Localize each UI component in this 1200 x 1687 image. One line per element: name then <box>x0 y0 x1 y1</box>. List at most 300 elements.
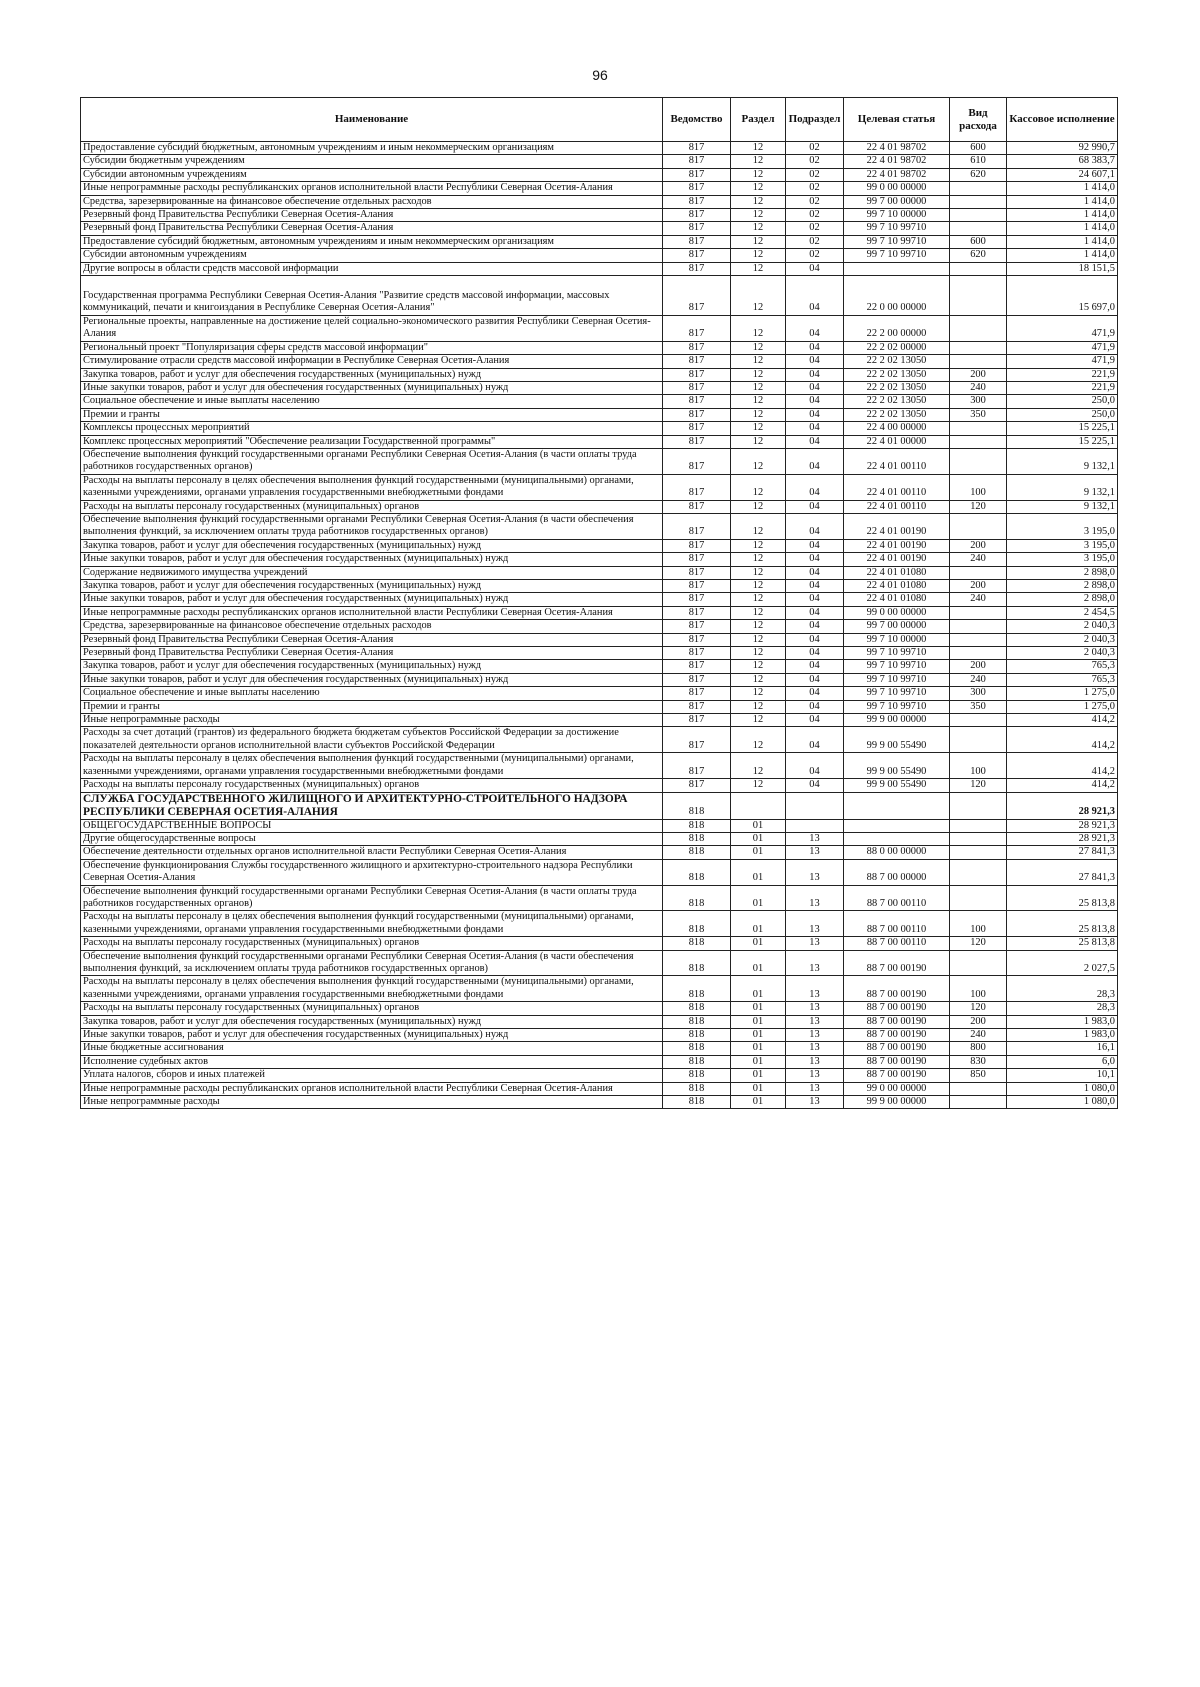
cell-section: 12 <box>731 687 786 700</box>
cell-target: 99 7 00 00000 <box>844 620 950 633</box>
cell-dept: 818 <box>663 1002 731 1015</box>
cell-section: 12 <box>731 395 786 408</box>
cell-cash: 414,2 <box>1007 714 1118 727</box>
cell-cash: 1 275,0 <box>1007 700 1118 713</box>
cell-subsection: 04 <box>786 435 844 448</box>
cell-name: Иные непрограммные расходы республиканских органов исполнительной власти Республики Северная Осетия-Алания <box>81 182 663 195</box>
cell-name: Закупка товаров, работ и услуг для обеспечения государственных (муниципальных) нужд <box>81 539 663 552</box>
cell-kind <box>950 435 1007 448</box>
cell-dept: 817 <box>663 249 731 262</box>
cell-cash: 25 813,8 <box>1007 937 1118 950</box>
cell-name: Предоставление субсидий бюджетным, автономным учреждениям и иным некоммерческим организациям <box>81 235 663 248</box>
cell-name: Социальное обеспечение и иные выплаты населению <box>81 395 663 408</box>
cell-name: Иные непрограммные расходы <box>81 714 663 727</box>
cell-kind: 100 <box>950 753 1007 779</box>
cell-section: 12 <box>731 222 786 235</box>
cell-target: 22 4 01 00190 <box>844 553 950 566</box>
table-row <box>81 276 1118 316</box>
cell-subsection: 04 <box>786 714 844 727</box>
cell-kind <box>950 222 1007 235</box>
cell-dept: 817 <box>663 355 731 368</box>
cell-dept: 817 <box>663 779 731 792</box>
cell-kind <box>950 859 1007 885</box>
cell-dept: 818 <box>663 859 731 885</box>
cell-subsection: 13 <box>786 846 844 859</box>
cell-cash: 27 841,3 <box>1007 859 1118 885</box>
table-row <box>81 435 1118 448</box>
cell-cash: 1 080,0 <box>1007 1082 1118 1095</box>
cell-dept: 817 <box>663 727 731 753</box>
cell-kind: 300 <box>950 687 1007 700</box>
cell-section: 12 <box>731 381 786 394</box>
cell-kind <box>950 606 1007 619</box>
cell-kind: 200 <box>950 1015 1007 1028</box>
cell-name: Расходы за счет дотаций (грантов) из федерального бюджета бюджетам субъектов Российской Федерации за достижение показателей деятельности органов исполнительной власти субъектов Российской Федерации <box>81 727 663 753</box>
cell-section: 12 <box>731 168 786 181</box>
cell-section: 12 <box>731 553 786 566</box>
table-row <box>81 606 1118 619</box>
cell-dept: 818 <box>663 950 731 976</box>
cell-cash: 250,0 <box>1007 408 1118 421</box>
table-row <box>81 539 1118 552</box>
cell-kind <box>950 950 1007 976</box>
cell-section: 01 <box>731 1002 786 1015</box>
cell-subsection: 04 <box>786 580 844 593</box>
cell-section: 01 <box>731 1042 786 1055</box>
cell-subsection: 04 <box>786 422 844 435</box>
cell-subsection: 13 <box>786 885 844 911</box>
table-row <box>81 832 1118 845</box>
cell-name: Другие вопросы в области средств массовой информации <box>81 262 663 275</box>
cell-name: Расходы на выплаты персоналу государственных (муниципальных) органов <box>81 779 663 792</box>
cell-kind <box>950 341 1007 354</box>
cell-name: Резервный фонд Правительства Республики Северная Осетия-Алания <box>81 647 663 660</box>
cell-kind <box>950 819 1007 832</box>
cell-cash: 28,3 <box>1007 976 1118 1002</box>
cell-section: 12 <box>731 341 786 354</box>
cell-section: 01 <box>731 1029 786 1042</box>
header-dept: Ведомство <box>663 98 731 142</box>
cell-target: 99 0 00 00000 <box>844 606 950 619</box>
cell-target: 99 7 10 99710 <box>844 222 950 235</box>
cell-target: 99 7 10 00000 <box>844 633 950 646</box>
cell-cash: 92 990,7 <box>1007 142 1118 155</box>
cell-cash: 1 414,0 <box>1007 182 1118 195</box>
cell-subsection: 13 <box>786 1055 844 1068</box>
cell-section: 12 <box>731 500 786 513</box>
cell-subsection: 04 <box>786 315 844 341</box>
table-row <box>81 976 1118 1002</box>
cell-cash: 2 027,5 <box>1007 950 1118 976</box>
cell-section: 12 <box>731 779 786 792</box>
page-number: 96 <box>592 67 608 83</box>
cell-kind: 850 <box>950 1069 1007 1082</box>
cell-subsection: 13 <box>786 1042 844 1055</box>
cell-target: 99 7 10 00000 <box>844 209 950 222</box>
cell-kind <box>950 1082 1007 1095</box>
cell-name: Государственная программа Республики Северная Осетия-Алания "Развитие средств массовой информации, массовых коммуникаций, печати и книгоиздания в Республике Северная Осетия-Алания" <box>81 276 663 316</box>
cell-name: ОБЩЕГОСУДАРСТВЕННЫЕ ВОПРОСЫ <box>81 819 663 832</box>
cell-name: Содержание недвижимого имущества учреждений <box>81 566 663 579</box>
cell-dept: 818 <box>663 1096 731 1109</box>
cell-target: 99 7 10 99710 <box>844 647 950 660</box>
table-row <box>81 155 1118 168</box>
cell-dept: 817 <box>663 660 731 673</box>
cell-subsection: 04 <box>786 276 844 316</box>
cell-dept: 818 <box>663 1015 731 1028</box>
cell-cash: 15 225,1 <box>1007 435 1118 448</box>
cell-name: Расходы на выплаты персоналу в целях обеспечения выполнения функций государственными (муниципальными) органами, казенными учреждениями, органами управления государственными внебюджетными фондами <box>81 911 663 937</box>
cell-subsection: 04 <box>786 753 844 779</box>
cell-subsection: 04 <box>786 474 844 500</box>
table-row <box>81 950 1118 976</box>
cell-cash: 3 195,0 <box>1007 513 1118 539</box>
cell-section <box>731 792 786 819</box>
cell-section: 12 <box>731 580 786 593</box>
cell-name: Стимулирование отрасли средств массовой информации в Республике Северная Осетия-Алания <box>81 355 663 368</box>
cell-dept: 817 <box>663 714 731 727</box>
cell-cash: 2 454,5 <box>1007 606 1118 619</box>
cell-name: Исполнение судебных актов <box>81 1055 663 1068</box>
cell-target: 99 9 00 55490 <box>844 753 950 779</box>
cell-name: Расходы на выплаты персоналу государственных (муниципальных) органов <box>81 500 663 513</box>
header-target: Целевая статья <box>844 98 950 142</box>
cell-subsection: 04 <box>786 539 844 552</box>
cell-section: 01 <box>731 950 786 976</box>
table-row <box>81 714 1118 727</box>
cell-target: 22 2 00 00000 <box>844 315 950 341</box>
cell-dept: 817 <box>663 687 731 700</box>
cell-target: 99 7 10 99710 <box>844 687 950 700</box>
cell-section: 12 <box>731 262 786 275</box>
cell-cash: 9 132,1 <box>1007 500 1118 513</box>
cell-cash: 10,1 <box>1007 1069 1118 1082</box>
cell-cash: 3 195,0 <box>1007 553 1118 566</box>
cell-name: СЛУЖБА ГОСУДАРСТВЕННОГО ЖИЛИЩНОГО И АРХИТЕКТУРНО-СТРОИТЕЛЬНОГО НАДЗОРА РЕСПУБЛИКИ СЕВЕРНАЯ ОСЕТИЯ-АЛАНИЯ <box>81 792 663 819</box>
header-name: Наименование <box>81 98 663 142</box>
cell-kind <box>950 276 1007 316</box>
cell-subsection <box>786 792 844 819</box>
cell-subsection: 13 <box>786 1029 844 1042</box>
cell-subsection: 04 <box>786 448 844 474</box>
table-row <box>81 408 1118 421</box>
cell-subsection: 04 <box>786 620 844 633</box>
cell-target: 22 2 02 13050 <box>844 355 950 368</box>
table-row <box>81 580 1118 593</box>
cell-section: 12 <box>731 474 786 500</box>
cell-dept: 817 <box>663 142 731 155</box>
cell-subsection: 02 <box>786 209 844 222</box>
cell-target: 88 7 00 00110 <box>844 911 950 937</box>
cell-name: Иные непрограммные расходы республиканских органов исполнительной власти Республики Северная Осетия-Алания <box>81 606 663 619</box>
cell-target: 22 4 00 00000 <box>844 422 950 435</box>
table-row <box>81 422 1118 435</box>
cell-kind <box>950 315 1007 341</box>
cell-cash: 25 813,8 <box>1007 885 1118 911</box>
cell-cash: 1 414,0 <box>1007 222 1118 235</box>
cell-cash: 471,9 <box>1007 355 1118 368</box>
cell-section: 12 <box>731 142 786 155</box>
cell-section: 12 <box>731 435 786 448</box>
cell-dept: 818 <box>663 885 731 911</box>
cell-cash: 1 275,0 <box>1007 687 1118 700</box>
table-row <box>81 168 1118 181</box>
cell-target: 22 2 02 13050 <box>844 368 950 381</box>
cell-name: Средства, зарезервированные на финансовое обеспечение отдельных расходов <box>81 620 663 633</box>
cell-section: 12 <box>731 276 786 316</box>
cell-cash: 25 813,8 <box>1007 911 1118 937</box>
cell-section: 01 <box>731 1069 786 1082</box>
cell-section: 12 <box>731 753 786 779</box>
table-row <box>81 448 1118 474</box>
cell-target: 99 9 00 55490 <box>844 779 950 792</box>
cell-name: Субсидии бюджетным учреждениям <box>81 155 663 168</box>
cell-target: 88 7 00 00000 <box>844 859 950 885</box>
cell-name: Закупка товаров, работ и услуг для обеспечения государственных (муниципальных) нужд <box>81 368 663 381</box>
cell-kind: 100 <box>950 976 1007 1002</box>
cell-target: 99 7 10 99710 <box>844 249 950 262</box>
table-row <box>81 500 1118 513</box>
cell-section: 12 <box>731 195 786 208</box>
cell-subsection: 13 <box>786 976 844 1002</box>
cell-dept: 817 <box>663 315 731 341</box>
cell-section: 12 <box>731 249 786 262</box>
table-row <box>81 195 1118 208</box>
cell-subsection: 13 <box>786 1096 844 1109</box>
cell-name: Иные закупки товаров, работ и услуг для обеспечения государственных (муниципальных) нужд <box>81 381 663 394</box>
cell-cash: 3 195,0 <box>1007 539 1118 552</box>
cell-name: Субсидии автономным учреждениям <box>81 249 663 262</box>
cell-cash: 16,1 <box>1007 1042 1118 1055</box>
cell-target: 88 7 00 00190 <box>844 1002 950 1015</box>
cell-dept: 817 <box>663 513 731 539</box>
cell-subsection: 04 <box>786 566 844 579</box>
cell-kind <box>950 727 1007 753</box>
cell-subsection: 04 <box>786 395 844 408</box>
cell-cash: 28,3 <box>1007 1002 1118 1015</box>
cell-subsection: 13 <box>786 911 844 937</box>
cell-dept: 817 <box>663 368 731 381</box>
cell-name: Расходы на выплаты персоналу в целях обеспечения выполнения функций государственными (муниципальными) органами, казенными учреждениями, органами управления государственными внебюджетными фондами <box>81 753 663 779</box>
cell-name: Иные закупки товаров, работ и услуг для обеспечения государственных (муниципальных) нужд <box>81 673 663 686</box>
cell-section: 01 <box>731 911 786 937</box>
cell-target: 99 7 00 00000 <box>844 195 950 208</box>
cell-cash: 2 898,0 <box>1007 566 1118 579</box>
cell-target: 88 0 00 00000 <box>844 846 950 859</box>
cell-kind <box>950 566 1007 579</box>
cell-subsection: 13 <box>786 859 844 885</box>
cell-section: 12 <box>731 422 786 435</box>
cell-kind: 350 <box>950 408 1007 421</box>
cell-cash: 2 040,3 <box>1007 647 1118 660</box>
table-row <box>81 885 1118 911</box>
cell-kind: 600 <box>950 235 1007 248</box>
cell-kind <box>950 846 1007 859</box>
cell-kind <box>950 448 1007 474</box>
table-row <box>81 474 1118 500</box>
cell-kind: 120 <box>950 1002 1007 1015</box>
cell-subsection: 04 <box>786 673 844 686</box>
cell-subsection: 02 <box>786 155 844 168</box>
cell-target: 22 4 01 00000 <box>844 435 950 448</box>
table-header-row <box>81 98 1118 142</box>
cell-kind: 120 <box>950 937 1007 950</box>
cell-cash: 1 414,0 <box>1007 195 1118 208</box>
cell-target <box>844 832 950 845</box>
cell-section: 12 <box>731 633 786 646</box>
cell-target: 99 0 00 00000 <box>844 1082 950 1095</box>
cell-kind <box>950 1096 1007 1109</box>
table-row <box>81 647 1118 660</box>
cell-section: 12 <box>731 620 786 633</box>
cell-dept: 817 <box>663 209 731 222</box>
cell-dept: 817 <box>663 262 731 275</box>
cell-dept: 817 <box>663 395 731 408</box>
cell-section: 12 <box>731 673 786 686</box>
cell-dept: 817 <box>663 435 731 448</box>
cell-kind <box>950 422 1007 435</box>
cell-dept: 817 <box>663 276 731 316</box>
cell-target <box>844 792 950 819</box>
cell-kind: 100 <box>950 474 1007 500</box>
table-row <box>81 381 1118 394</box>
cell-name: Обеспечение выполнения функций государственными органами Республики Северная Осетия-Алания (в части оплаты труда работников государственных органов) <box>81 885 663 911</box>
table-row <box>81 368 1118 381</box>
table-row <box>81 1029 1118 1042</box>
cell-target: 99 7 10 99710 <box>844 673 950 686</box>
header-cash: Кассовое исполнение <box>1007 98 1118 142</box>
cell-section: 12 <box>731 606 786 619</box>
cell-cash: 765,3 <box>1007 673 1118 686</box>
cell-kind <box>950 714 1007 727</box>
cell-target: 22 4 01 00110 <box>844 448 950 474</box>
cell-target: 22 2 02 13050 <box>844 381 950 394</box>
cell-cash: 1 080,0 <box>1007 1096 1118 1109</box>
cell-section: 01 <box>731 976 786 1002</box>
cell-section: 01 <box>731 885 786 911</box>
cell-dept: 818 <box>663 792 731 819</box>
cell-subsection: 13 <box>786 1069 844 1082</box>
cell-kind <box>950 885 1007 911</box>
cell-subsection: 04 <box>786 368 844 381</box>
cell-kind: 620 <box>950 168 1007 181</box>
table-row <box>81 142 1118 155</box>
cell-cash: 28 921,3 <box>1007 792 1118 819</box>
cell-name: Расходы на выплаты персоналу государственных (муниципальных) органов <box>81 937 663 950</box>
cell-dept: 817 <box>663 580 731 593</box>
cell-dept: 817 <box>663 620 731 633</box>
cell-dept: 818 <box>663 1029 731 1042</box>
cell-target: 88 7 00 00190 <box>844 1055 950 1068</box>
cell-cash: 765,3 <box>1007 660 1118 673</box>
table-row <box>81 660 1118 673</box>
cell-section: 12 <box>731 315 786 341</box>
cell-dept: 817 <box>663 539 731 552</box>
cell-subsection: 13 <box>786 937 844 950</box>
table-row <box>81 779 1118 792</box>
cell-target: 22 0 00 00000 <box>844 276 950 316</box>
cell-kind: 120 <box>950 779 1007 792</box>
cell-subsection: 02 <box>786 182 844 195</box>
table-row <box>81 235 1118 248</box>
cell-target: 88 7 00 00190 <box>844 1015 950 1028</box>
cell-name: Иные закупки товаров, работ и услуг для обеспечения государственных (муниципальных) нужд <box>81 593 663 606</box>
cell-target: 99 9 00 00000 <box>844 714 950 727</box>
cell-cash: 414,2 <box>1007 779 1118 792</box>
cell-target: 99 7 10 99710 <box>844 660 950 673</box>
cell-subsection: 04 <box>786 660 844 673</box>
cell-dept: 817 <box>663 155 731 168</box>
cell-kind: 200 <box>950 368 1007 381</box>
table-row <box>81 566 1118 579</box>
cell-subsection: 02 <box>786 249 844 262</box>
cell-target: 99 7 10 99710 <box>844 235 950 248</box>
cell-target: 99 7 10 99710 <box>844 700 950 713</box>
cell-subsection: 13 <box>786 950 844 976</box>
cell-dept: 817 <box>663 448 731 474</box>
cell-kind <box>950 262 1007 275</box>
cell-cash: 18 151,5 <box>1007 262 1118 275</box>
cell-section: 12 <box>731 700 786 713</box>
cell-section: 12 <box>731 660 786 673</box>
cell-kind: 240 <box>950 1029 1007 1042</box>
table-row <box>81 727 1118 753</box>
table-row <box>81 513 1118 539</box>
cell-kind <box>950 633 1007 646</box>
table-row <box>81 553 1118 566</box>
cell-kind: 350 <box>950 700 1007 713</box>
cell-cash: 15 225,1 <box>1007 422 1118 435</box>
cell-kind: 200 <box>950 539 1007 552</box>
cell-kind <box>950 647 1007 660</box>
cell-kind <box>950 209 1007 222</box>
cell-dept: 817 <box>663 341 731 354</box>
table-row <box>81 593 1118 606</box>
cell-kind <box>950 195 1007 208</box>
cell-target: 22 2 02 00000 <box>844 341 950 354</box>
cell-target: 88 7 00 00110 <box>844 885 950 911</box>
cell-name: Иные закупки товаров, работ и услуг для обеспечения государственных (муниципальных) нужд <box>81 553 663 566</box>
cell-kind: 240 <box>950 673 1007 686</box>
cell-kind: 830 <box>950 1055 1007 1068</box>
cell-name: Региональные проекты, направленные на достижение целей социально-экономического развития Республики Северная Осетия-Алания <box>81 315 663 341</box>
cell-subsection: 04 <box>786 381 844 394</box>
table-row <box>81 911 1118 937</box>
cell-name: Расходы на выплаты персоналу в целях обеспечения выполнения функций государственными (муниципальными) органами, казенными учреждениями, органами управления государственными внебюджетными фондами <box>81 474 663 500</box>
cell-name: Расходы на выплаты персоналу в целях обеспечения выполнения функций государственными (муниципальными) органами, казенными учреждениями, органами управления государственными внебюджетными фондами <box>81 976 663 1002</box>
cell-target: 22 2 02 13050 <box>844 395 950 408</box>
cell-name: Предоставление субсидий бюджетным, автономным учреждениям и иным некоммерческим организациям <box>81 142 663 155</box>
cell-kind: 800 <box>950 1042 1007 1055</box>
cell-dept: 817 <box>663 474 731 500</box>
cell-section: 12 <box>731 155 786 168</box>
cell-dept: 817 <box>663 222 731 235</box>
cell-dept: 818 <box>663 1042 731 1055</box>
cell-kind <box>950 355 1007 368</box>
cell-cash: 27 841,3 <box>1007 846 1118 859</box>
cell-dept: 818 <box>663 819 731 832</box>
cell-target: 88 7 00 00190 <box>844 1042 950 1055</box>
cell-cash: 1 983,0 <box>1007 1015 1118 1028</box>
header-section: Раздел <box>731 98 786 142</box>
cell-section: 12 <box>731 513 786 539</box>
cell-name: Другие общегосударственные вопросы <box>81 832 663 845</box>
cell-target: 22 4 01 01080 <box>844 566 950 579</box>
cell-name: Резервный фонд Правительства Республики Северная Осетия-Алания <box>81 209 663 222</box>
cell-name: Обеспечение деятельности отдельных органов исполнительной власти Республики Северная Осетия-Алания <box>81 846 663 859</box>
cell-dept: 817 <box>663 195 731 208</box>
cell-target: 88 7 00 00190 <box>844 950 950 976</box>
